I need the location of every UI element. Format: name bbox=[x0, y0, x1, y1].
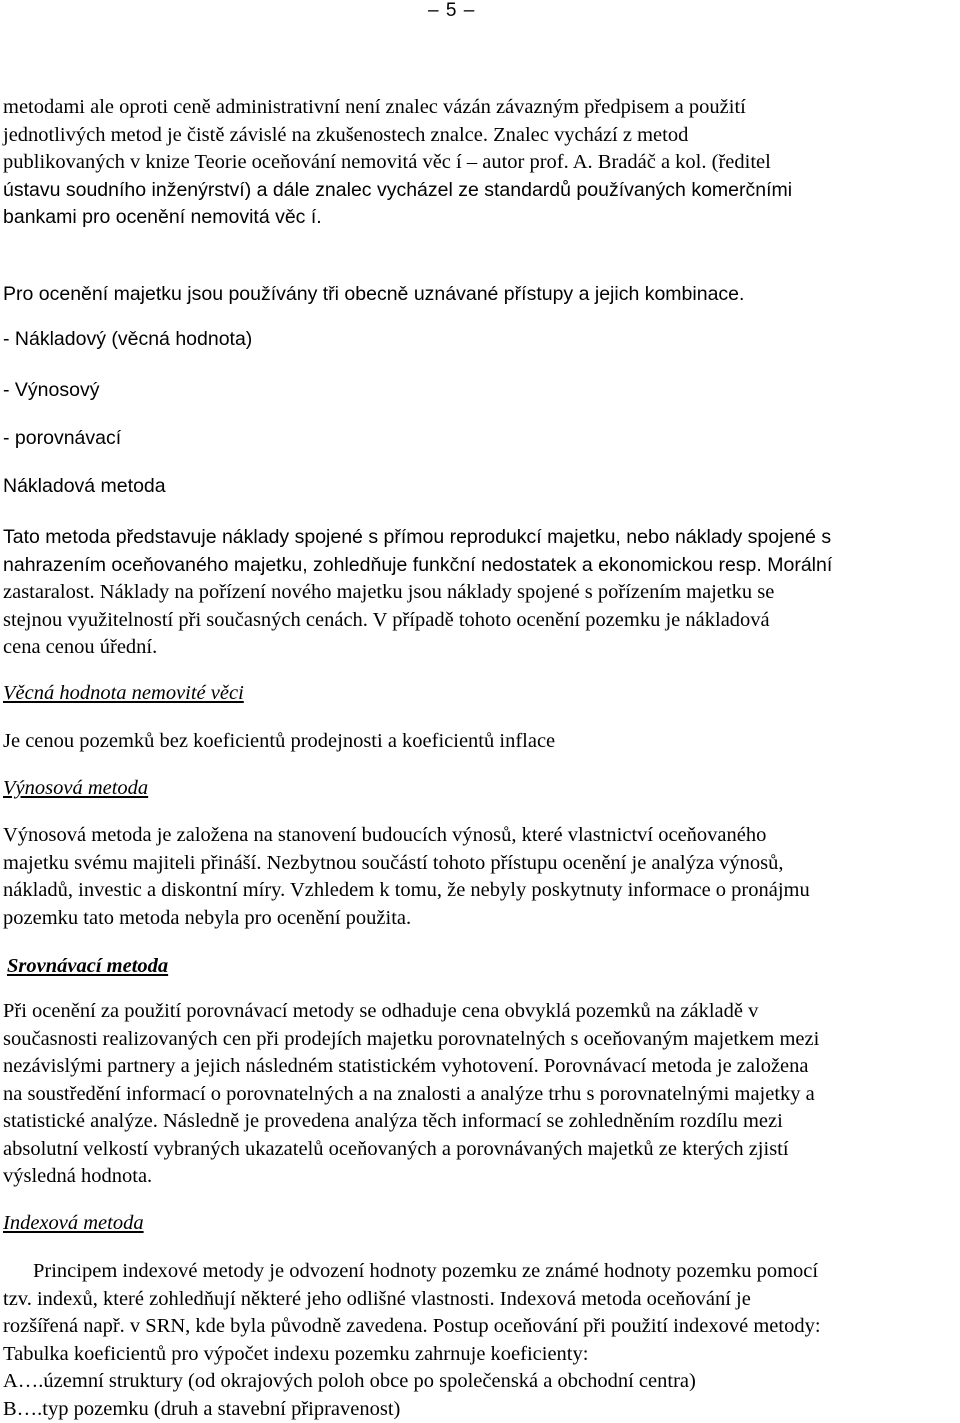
income-method-paragraph bbox=[3, 822, 957, 932]
comparison-method-paragraph bbox=[3, 998, 957, 1191]
index-line: Tabulka koeficientů pro výpočet indexu pozemku zahrnuje koeficienty: bbox=[3, 1341, 957, 1369]
cost-line: cena cenou úřední. bbox=[3, 634, 957, 662]
index-method-paragraph bbox=[3, 1258, 957, 1423]
index-line: A….územní struktury (od okrajových poloh obce po společenská a obchodní centra) bbox=[3, 1368, 957, 1396]
intro-line: jednotlivých metod je čistě závislé na zkušenostech znalce. Znalec vychází z metod bbox=[3, 122, 957, 150]
comparison-line: Při ocenění za použití porovnávací metody se odhaduje cena obvyklá pozemků na základě v bbox=[3, 998, 957, 1026]
intro-line: publikovaných v knize Teorie oceňování nemovitá věc í – autor prof. A. Bradáč a kol. (ředitel bbox=[3, 149, 957, 177]
comparison-line: výsledná hodnota. bbox=[3, 1163, 957, 1191]
comparison-line: absolutní velkostí vybraných ukazatelů oceňovaných a porovnávaných majetků ze kterých zjistí bbox=[3, 1136, 957, 1164]
intro-line: metodami ale oproti ceně administrativní není znalec vázán závazným předpisem a použití bbox=[3, 94, 957, 122]
index-line: Principem indexové metody je odvození hodnoty pozemku ze známé hodnoty pozemku pomocí bbox=[3, 1258, 957, 1286]
index-method-heading: Indexová metoda bbox=[3, 1210, 144, 1238]
income-line: majetku svému majiteli přináší. Nezbytnou součástí tohoto přístupu ocenění je analýza výnosů, bbox=[3, 850, 957, 878]
approach-item: - Nákladový (věcná hodnota) bbox=[3, 326, 252, 354]
comparison-line: současnosti realizovaných cen při prodejích majetku porovnatelných s oceňovaným majetkem mezi bbox=[3, 1026, 957, 1054]
income-method-heading: Výnosová metoda bbox=[3, 775, 148, 803]
intro-paragraph bbox=[3, 94, 957, 232]
intro-line: ústavu soudního inženýrství) a dále znalec vycházel ze standardů používaných komerčními bbox=[3, 177, 957, 205]
comparison-line: statistické analýze. Následně je provedena analýza těch informací se zohledněním rozdílu mezi bbox=[3, 1108, 957, 1136]
page-number: – 5 – bbox=[428, 0, 475, 22]
cost-line: nahrazením oceňovaného majetku, zohledňuje funkční nedostatek a ekonomickou resp. Morální bbox=[3, 552, 957, 580]
intro-line: bankami pro ocenění nemovitá věc í. bbox=[3, 204, 957, 232]
cost-line: stejnou využitelností při současných cenách. V případě tohoto ocenění pozemku je nákladová bbox=[3, 607, 957, 635]
comparison-line: na soustředění informací o porovnatelných a na znalosti a analýze trhu s porovnatelnými majetky a bbox=[3, 1081, 957, 1109]
cost-line: Tato metoda představuje náklady spojené s přímou reprodukcí majetku, nebo náklady spojené s bbox=[3, 524, 957, 552]
material-value-text: Je cenou pozemků bez koeficientů prodejnosti a koeficientů inflace bbox=[3, 728, 555, 756]
comparison-line: nezávislými partnery a jejich následném statistickém vyhotovení. Porovnávací metoda je založena bbox=[3, 1053, 957, 1081]
approach-item: - Výnosový bbox=[3, 377, 99, 405]
material-value-heading: Věcná hodnota nemovité věci bbox=[3, 680, 244, 708]
approach-item: - porovnávací bbox=[3, 425, 121, 453]
index-line: tzv. indexů, které zohledňují některé jeho odlišné vlastnosti. Indexová metoda oceňování je bbox=[3, 1286, 957, 1314]
cost-method-heading: Nákladová metoda bbox=[3, 473, 166, 501]
income-line: Výnosová metoda je založena na stanovení budoucích výnosů, které vlastnictví oceňovaného bbox=[3, 822, 957, 850]
cost-line: zastaralost. Náklady na pořízení nového majetku jsou náklady spojené s pořízením majetku se bbox=[3, 579, 957, 607]
index-line: rozšířená např. v SRN, kde byla původně zavedena. Postup oceňování při použití indexové metody: bbox=[3, 1313, 957, 1341]
income-line: pozemku tato metoda nebyla pro ocenění použita. bbox=[3, 905, 957, 933]
cost-method-paragraph bbox=[3, 524, 957, 662]
index-line: B….typ pozemku (druh a stavební připravenost) bbox=[3, 1396, 957, 1423]
approaches-intro: Pro ocenění majetku jsou používány tři obecně uznávané přístupy a jejich kombinace. bbox=[3, 281, 744, 309]
income-line: nákladů, investic a diskontní míry. Vzhledem k tomu, že nebyly poskytnuty informace o pronájmu bbox=[3, 877, 957, 905]
comparison-method-heading: Srovnávací metoda bbox=[7, 953, 168, 981]
